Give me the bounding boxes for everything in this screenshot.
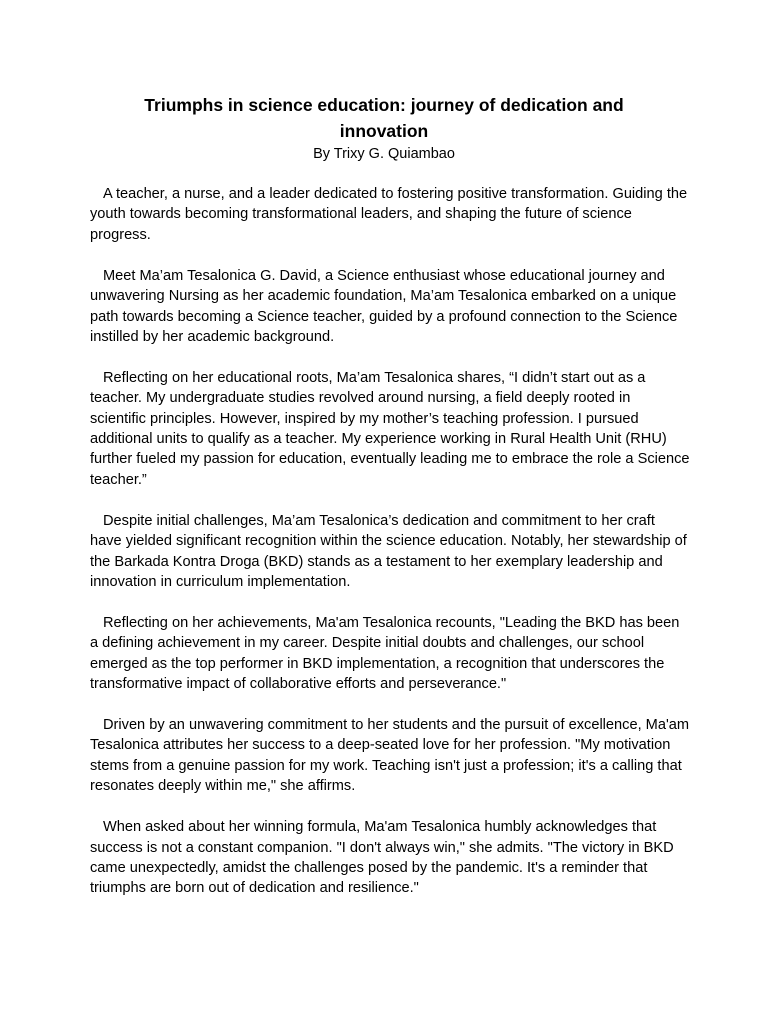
paragraph-intro: A teacher, a nurse, and a leader dedicated to fostering positive transformation. Guiding the youth towards becoming transformational leaders, and shaping the future of science progress. — [90, 186, 688, 243]
article-body — [90, 184, 690, 919]
article-byline: By Trixy G. Quiambao — [313, 146, 455, 162]
article-title: Triumphs in science education: journey of dedication and innovation — [144, 95, 624, 141]
paragraph-roots: Reflecting on her educational roots, Ma’am Tesalonica shares, “I didn’t start out as a teacher. My undergraduate studies revolved around nursing, a field deeply rooted in scientific principles. However, inspired by my mother’s teaching profession. I pursued additional units to qualify as a teacher. My experience working in Rural Health Unit (RHU) further fueled my passion for education, eventually leading me to embrace the role a Science teacher.” — [90, 369, 690, 488]
paragraph-formula: When asked about her winning formula, Ma'am Tesalonica humbly acknowledges that success is not a constant companion. "I don't always win," she admits. "The victory in BKD came unexpectedly, amidst the challenges posed by the pandemic. It's a reminder that triumphs are born out of dedication and resilience." — [90, 819, 674, 897]
paragraph-motivation: Driven by an unwavering commitment to her students and the pursuit of excellence, Ma'am Tesalonica attributes her success to a deep-seated love for her profession. "My motivation stems from a genuine passion for my work. Teaching isn't just a profession; it's a calling that resonates deeply within me," she affirms. — [90, 717, 690, 795]
paragraph-achievements: Reflecting on her achievements, Ma'am Tesalonica recounts, "Leading the BKD has been a defining achievement in my career. Despite initial doubts and challenges, our school emerged as the top performer in BKD implementation, a recognition that underscores the transformative impact of collaborative efforts and perseverance." — [90, 614, 680, 693]
paragraph-meet: Meet Ma’am Tesalonica G. David, a Science enthusiast whose educational journey and unwavering Nursing as her academic foundation, Ma’am Tesalonica embarked on a unique path towards becoming a Science teacher, guided by a profound connection to the Science instilled by her academic background. — [90, 267, 678, 345]
paragraph-challenges: Despite initial challenges, Ma’am Tesalonica’s dedication and commitment to her craft have yielded significant recognition within the science education. Notably, her stewardship of the Barkada Kontra Droga (BKD) stands as a testament to her exemplary leadership and innovation in curriculum implementation. — [90, 512, 687, 590]
